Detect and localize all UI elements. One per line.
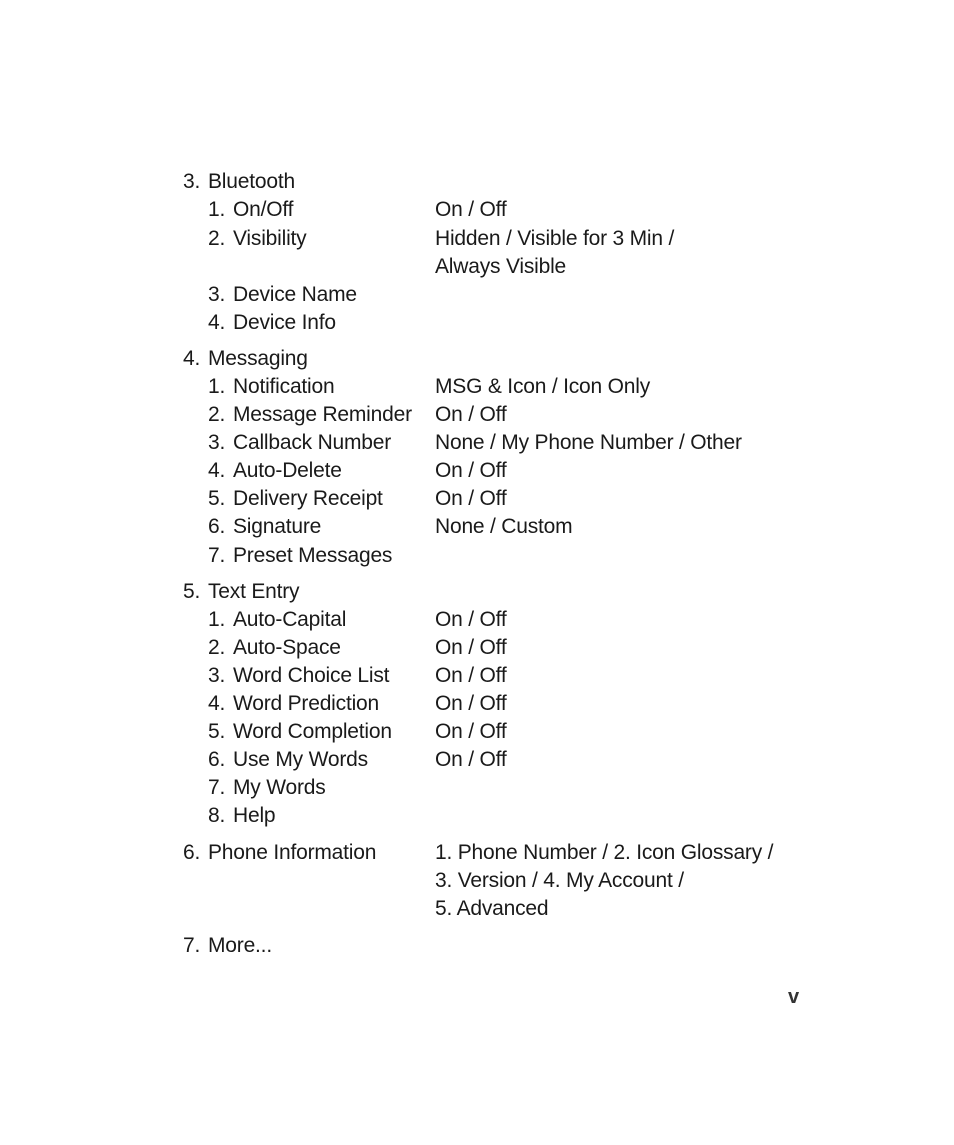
section-number: 5. xyxy=(183,580,201,603)
item-options: On / Off xyxy=(435,608,507,631)
item-number: 5. xyxy=(208,487,226,510)
item-label: Delivery Receipt xyxy=(233,487,383,510)
section-label: Messaging xyxy=(208,347,308,370)
item-number: 4. xyxy=(208,692,226,715)
item-options: MSG & Icon / Icon Only xyxy=(435,375,651,398)
item-label: Signature xyxy=(233,515,322,538)
item-number: 8. xyxy=(208,804,226,827)
item-number: 1. xyxy=(208,198,226,221)
section-number: 4. xyxy=(183,347,201,370)
item-number: 6. xyxy=(208,748,226,771)
item-options: None / Custom xyxy=(435,515,573,538)
item-number: 1. xyxy=(208,608,226,631)
item-label: Preset Messages xyxy=(233,544,393,567)
item-label: Visibility xyxy=(233,227,307,250)
item-number: 7. xyxy=(208,776,226,799)
item-label: Auto-Space xyxy=(233,636,341,659)
item-options: On / Off xyxy=(435,664,507,687)
item-label: Word Completion xyxy=(233,720,392,743)
item-number: 4. xyxy=(208,311,226,334)
item-label: Word Choice List xyxy=(233,664,390,687)
item-number: 2. xyxy=(208,636,226,659)
item-options: On / Off xyxy=(435,692,507,715)
item-options-continued: Always Visible xyxy=(435,255,567,278)
item-label: Auto-Capital xyxy=(233,608,347,631)
item-options: On / Off xyxy=(435,636,507,659)
item-label: Message Reminder xyxy=(233,403,412,426)
item-label: Notification xyxy=(233,375,335,398)
item-number: 1. xyxy=(208,375,226,398)
item-options: Hidden / Visible for 3 Min / xyxy=(435,227,675,250)
item-label: Auto-Delete xyxy=(233,459,342,482)
item-number: 2. xyxy=(208,403,226,426)
item-label: Word Prediction xyxy=(233,692,380,715)
item-options: None / My Phone Number / Other xyxy=(435,431,742,454)
item-number: 3. xyxy=(208,664,226,687)
item-label: Device Name xyxy=(233,283,357,306)
section-options-continued: 3. Version / 4. My Account / xyxy=(435,869,684,892)
item-label: On/Off xyxy=(233,198,294,221)
item-number: 6. xyxy=(208,515,226,538)
item-label: Use My Words xyxy=(233,748,368,771)
item-options: On / Off xyxy=(435,487,507,510)
item-label: My Words xyxy=(233,776,326,799)
item-number: 7. xyxy=(208,544,226,567)
section-number: 3. xyxy=(183,170,201,193)
section-options: 1. Phone Number / 2. Icon Glossary / xyxy=(435,841,774,864)
section-label: Phone Information xyxy=(208,841,377,864)
item-number: 3. xyxy=(208,431,226,454)
item-options: On / Off xyxy=(435,459,507,482)
item-options: On / Off xyxy=(435,720,507,743)
item-number: 5. xyxy=(208,720,226,743)
section-options-continued: 5. Advanced xyxy=(435,897,549,920)
section-label: Bluetooth xyxy=(208,170,295,193)
section-label: More... xyxy=(208,934,272,957)
section-number: 7. xyxy=(183,934,201,957)
section-label: Text Entry xyxy=(208,580,300,603)
item-options: On / Off xyxy=(435,748,507,771)
item-options: On / Off xyxy=(435,403,507,426)
item-label: Help xyxy=(233,804,276,827)
item-number: 4. xyxy=(208,459,226,482)
item-label: Device Info xyxy=(233,311,336,334)
item-number: 2. xyxy=(208,227,226,250)
item-options: On / Off xyxy=(435,198,507,221)
page-number: v xyxy=(788,986,800,1008)
item-number: 3. xyxy=(208,283,226,306)
item-label: Callback Number xyxy=(233,431,392,454)
section-number: 6. xyxy=(183,841,201,864)
